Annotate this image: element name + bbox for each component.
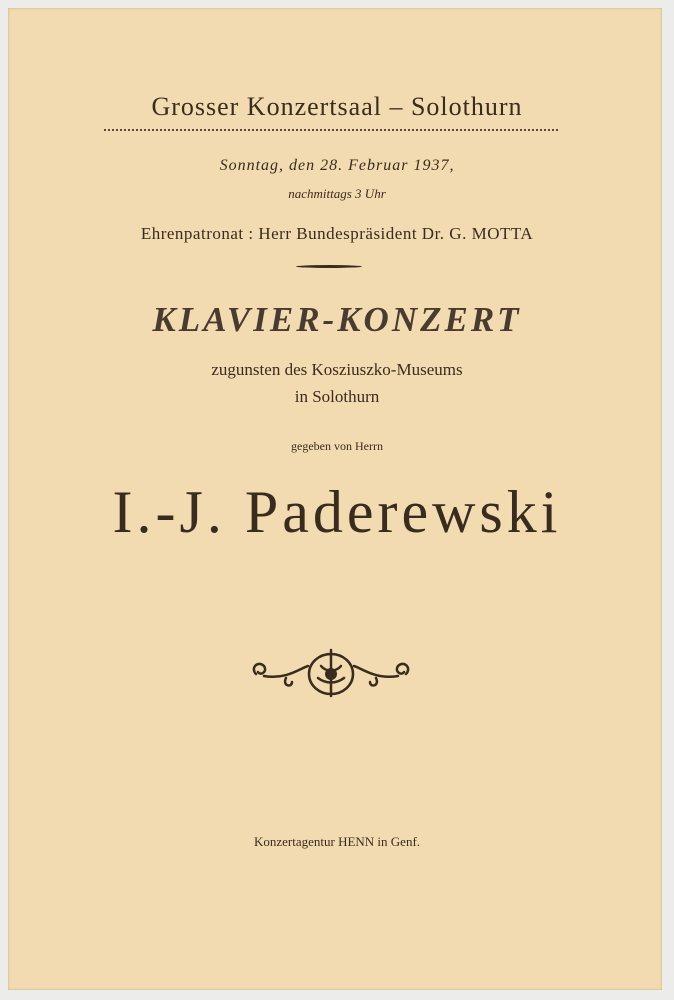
dotted-divider <box>104 129 558 131</box>
artist-name: I.-J. Paderewski <box>112 479 562 545</box>
given-by-line: gegeben von Herrn <box>291 439 383 453</box>
benefit-place: in Solothurn <box>294 387 380 406</box>
agency-line: Konzertagentur HENN in Genf. <box>253 834 421 849</box>
concert-date: Sonntag, den 28. Februar 1937, <box>219 157 455 174</box>
divider-rule <box>296 265 362 268</box>
benefit-line: zugunsten des Kosziuszko-Museums <box>211 360 463 379</box>
ornament-icon <box>246 646 416 700</box>
concert-title: KLAVIER-KONZERT <box>152 300 522 339</box>
venue-heading: Grosser Konzertsaal – Solothurn <box>151 92 523 121</box>
patronage-line: Ehrenpatronat : Herr Bundespräsident Dr. G. MOTTA <box>140 224 534 243</box>
concert-time: nachmittags 3 Uhr <box>288 186 386 201</box>
